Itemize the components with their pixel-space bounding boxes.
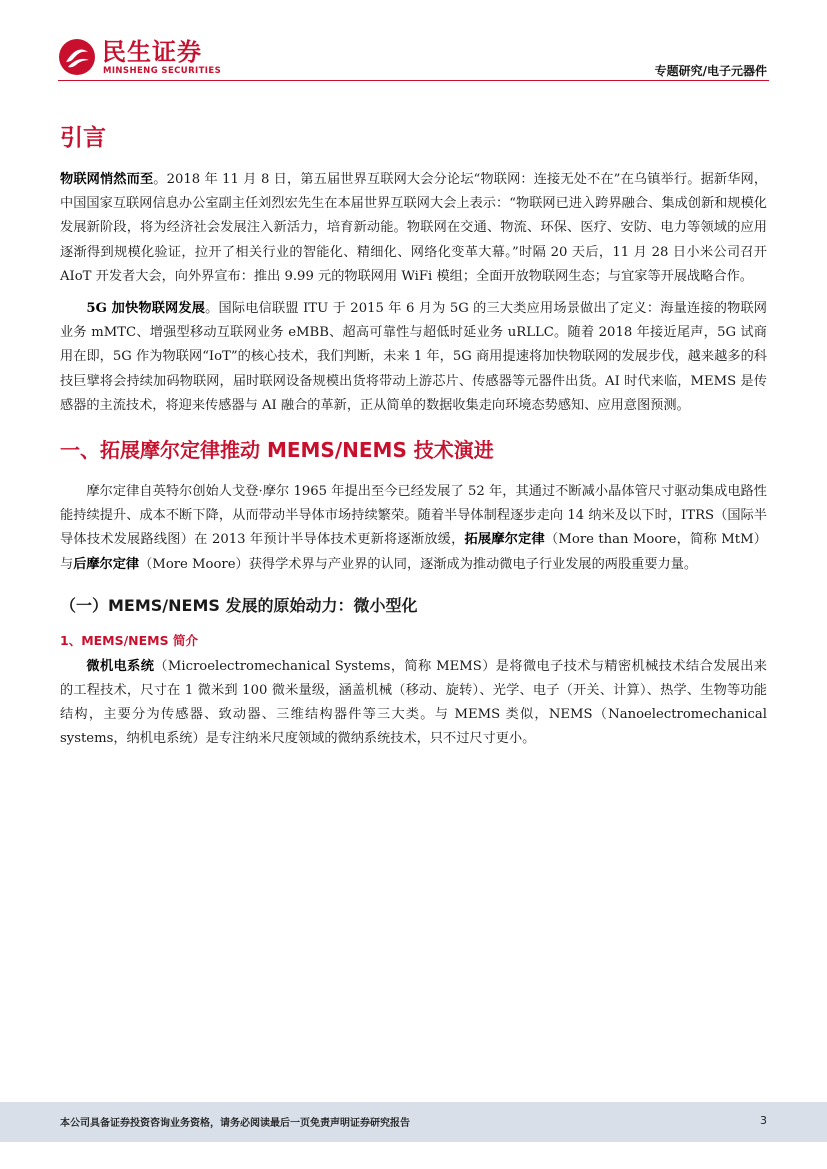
section-1-bold-a: 拓展摩尔定律 <box>464 532 545 548</box>
intro-p2-lead: 5G 加快物联网发展 <box>86 301 206 317</box>
intro-paragraph-1 <box>60 168 767 289</box>
intro-paragraph-2 <box>60 297 767 418</box>
report-category: 专题研究/电子元器件 <box>654 64 767 78</box>
header-divider <box>58 80 769 81</box>
company-logo <box>58 38 228 78</box>
minsheng-logo-icon <box>58 38 96 76</box>
page-header <box>0 0 827 90</box>
logo-chinese-name: 民生证券 <box>102 38 202 66</box>
intro-p2-body: 。国际电信联盟 ITU 于 2015 年 6 月为 5G 的三大类应用场景做出了定义：海量连接的物联网业务 mMTC、增强型移动互联网业务 eMBB、超高可靠性与超低时延业务 uRLLC。随着 2018 年接近尾声，5G 试商用在即，5G 作为物联网“IoT”的核心技术，我们判断，未来 1 年，5G 商用提速将加快物联网的发展步伐，越来越多的科技巨擘将会持续加码物联网，届时联网设备规模出货将带动上游芯片、传感器等元器件出货。AI 时代来临，MEMS 是传感器的主流技术，将迎来传感器与 AI 融合的革新，正从简单的数据收集走向环境态势感知、应用意图预测。 <box>60 301 767 413</box>
section-1-bold-b: 后摩尔定律 <box>73 556 140 572</box>
subsection-1-1-heading: 1、MEMS/NEMS 简介 <box>60 632 198 648</box>
page-footer <box>0 1102 827 1142</box>
mems-term: 微机电系统 <box>86 658 155 674</box>
section-1-heading: 一、拓展摩尔定律推动 MEMS/NEMS 技术演进 <box>60 438 494 463</box>
footer-disclaimer: 本公司具备证券投资咨询业务资格，请务必阅读最后一页免责声明证券研究报告 <box>60 1118 410 1129</box>
intro-p1-lead: 物联网悄然而至 <box>60 172 154 187</box>
page-number: 3 <box>760 1114 767 1127</box>
section-1-text-a: 摩尔定律自英特尔创始人戈登·摩尔 1965 年提出至今已经发展了 52 年，其通过不断减小晶体管尺寸驱动集成电路性能持续提升、成本不断下降，从而带动半导体市场持续繁荣。随着半导体制程逐步走向 14 纳米及以下时，ITRS（国际半导体技术发展路线图）在 2013 年预计半导体技术更新将逐渐放缓， <box>60 484 767 548</box>
intro-p1-body: 。2018 年 11 月 8 日，第五届世界互联网大会分论坛“物联网：连接无处不在”在乌镇举行。据新华网，中国国家互联网信息办公室副主任刘烈宏先生在本届世界互联网大会上表示：“物联网已进入跨界融合、集成创新和规模化发展新阶段，将为经济社会发展注入新活力，培育新动能。物联网在交通、物流、环保、医疗、安防、电力等领域的应用逐渐得到规模化验证，拉开了相关行业的智能化、精细化、网络化变革大幕。”时隔 20 天后，11 月 28 日小米公司召开 AIoT 开发者大会，向外界宣布：推出 9.99 元的物联网用 WiFi 模组；全面开放物联网生态；与宜家等开展战略合作。 <box>60 172 768 284</box>
section-1-text-c: （More Moore）获得学术界与产业界的认同，逐渐成为推动微电子行业发展的两股重要力量。 <box>139 556 698 572</box>
section-1-text-b: （More than Moore，简称 MtM）与 <box>60 532 767 572</box>
page-content <box>60 118 767 760</box>
mems-description: （Microelectromechanical Systems，简称 MEMS）是将微电子技术与精密机械技术结合发展出来的工程技术，尺寸在 1 微米到 100 微米量级，涵盖机械（移动、旋转）、光学、电子（开关、计算）、热学、生物等功能结构，主要分为传感器、致动器、三维结构器件等三大类。与 MEMS 类似，NEMS（Nanoelectromechanical systems，纳机电系统）是专注纳米尺度领域的微纳系统技术，只不过尺寸更小。 <box>60 658 767 747</box>
subsection-1-heading: （一）MEMS/NEMS 发展的原始动力：微小型化 <box>60 595 418 615</box>
intro-heading: 引言 <box>60 125 106 151</box>
section-1-paragraph <box>60 480 767 577</box>
subsection-1-1-paragraph <box>60 655 767 752</box>
logo-english-name: MINSHENG SECURITIES <box>103 66 222 76</box>
